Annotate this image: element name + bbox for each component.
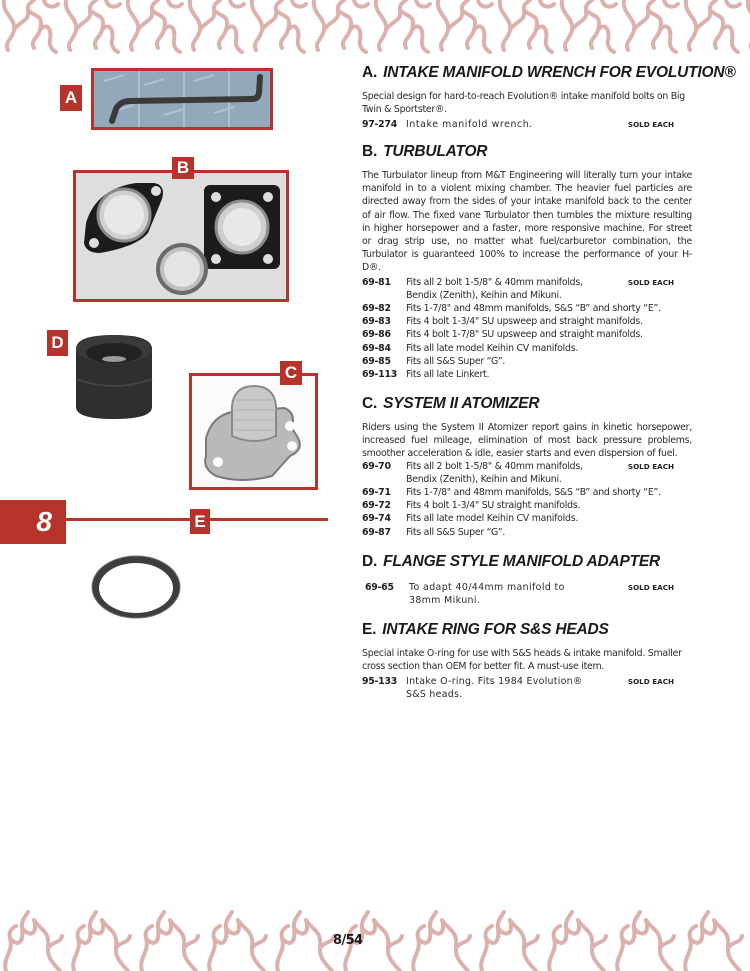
part-number: 69-83: [362, 316, 391, 328]
bottom-flame-border: [0, 908, 750, 971]
flame-pattern-icon: [0, 908, 750, 971]
part-number: 69-71: [362, 487, 391, 499]
part-description: Fits 4 bolt 1-3/4" SU upsweep and straight manifolds.: [406, 316, 643, 328]
section-intake-ring: [362, 621, 692, 701]
part-row: [362, 355, 692, 368]
part-row: [362, 499, 692, 512]
part-number: 97-274: [362, 119, 398, 131]
part-row: [362, 460, 692, 486]
part-description: Fits 1-7/8" and 48mm manifolds, S&S “B” and shorty “E”.: [406, 487, 661, 499]
part-description: Fits all late model Keihin CV manifolds.: [406, 513, 579, 525]
part-description: Intake O-ring. Fits 1984 Evolution® S&S heads.: [406, 676, 583, 701]
part-number: 69-113: [362, 368, 398, 380]
part-number: 69-87: [362, 526, 391, 538]
section-intake-wrench: [362, 64, 736, 131]
atomizer-icon: [192, 376, 315, 487]
label-badge-e: E: [190, 509, 210, 534]
photo-turbulators: [73, 170, 289, 302]
sold-each-label: SOLD EACH: [627, 278, 674, 288]
part-description: Fits 1-7/8" and 48mm manifolds, S&S “B” and shorty “E”.: [406, 303, 661, 315]
label-badge-b: B: [172, 157, 194, 179]
part-number: 69-86: [362, 329, 391, 341]
section-flange-adapter: [362, 553, 692, 607]
part-number: 95-133: [362, 676, 398, 687]
part-description: Intake manifold wrench.: [406, 119, 533, 131]
section-description: Special design for hard-to-reach Evolution® intake manifold bolts on Big Twin & Sportster®.: [362, 91, 685, 116]
label-badge-a: A: [60, 85, 82, 111]
part-description: Fits all late Linkert.: [406, 368, 490, 380]
photo-atomizer: [189, 373, 318, 490]
part-row: [362, 512, 692, 525]
flange-adapter-icon: [72, 333, 156, 421]
label-badge-c: C: [280, 361, 302, 385]
part-row: [365, 581, 692, 607]
part-description: Fits all 2 bolt 1-5/8" & 40mm manifolds, Bendix (Zenith), Keihin and Mikuni.: [406, 461, 583, 486]
part-description: Fits all S&S Super “G”.: [406, 355, 506, 367]
part-list: [362, 675, 692, 701]
part-description: Fits 4 bolt 1-7/8" SU upsweep and straight manifolds.: [406, 329, 643, 341]
section-title: D. FLANGE STYLE MANIFOLD ADAPTER: [362, 552, 661, 570]
part-number: 69-81: [362, 277, 391, 289]
top-flame-border: [0, 0, 750, 56]
o-ring-icon: [89, 553, 184, 621]
sold-each-label: SOLD EACH: [627, 582, 674, 592]
part-row: [362, 368, 692, 381]
section-turbulator: [362, 143, 692, 381]
part-list: [362, 276, 692, 381]
page-number: 8/54: [333, 933, 363, 948]
wrench-icon: [94, 71, 270, 127]
section-description: Special intake O-ring for use with S&S heads & intake manifold. Smaller cross section than OEM for better fit. A must-use item.: [362, 647, 682, 672]
sold-each-label: SOLD EACH: [627, 677, 674, 686]
photo-flange-adapter: [72, 333, 156, 421]
section-atomizer: [362, 395, 692, 539]
part-row: [362, 315, 692, 328]
section-description: The Turbulator lineup from M&T Engineering will literally turn your intake manifold in to a violent mixing chamber. The heavier fuel particles are directed away from the sides of your intake manifold back to the center of air flow. The fixed vane Turbulator then tumbles the mixture resulting in higher horsepower and a faster, more responsive machine. For street or drag strip use, no matter what fuel/carburetor combination, the Turbulator is guaranteed 100% to increase the performance of your H-D®.: [362, 170, 692, 273]
part-description: Fits all 2 bolt 1-5/8" & 40mm manifolds, Bendix (Zenith), Keihin and Mikuni.: [406, 277, 583, 302]
chapter-tab: 8: [0, 500, 66, 544]
sold-each-label: SOLD EACH: [627, 462, 674, 472]
part-row: [362, 302, 692, 315]
part-number: 69-82: [362, 303, 391, 315]
part-list: [362, 460, 692, 539]
part-description: Fits 4 bolt 1-3/4" SU straight manifolds.: [406, 500, 581, 512]
part-number: 69-70: [362, 461, 391, 473]
section-title: E. INTAKE RING FOR S&S HEADS: [362, 620, 609, 638]
part-list: [362, 118, 692, 131]
flame-pattern-icon: [0, 0, 750, 56]
part-description: Fits all S&S Super “G”.: [406, 526, 506, 538]
part-number: 69-84: [362, 342, 391, 354]
section-title: C. SYSTEM II ATOMIZER: [362, 394, 540, 412]
photo-intake-ring: [89, 553, 184, 621]
section-description: Riders using the System II Atomizer report gains in kinetic horsepower, increased fuel mileage, elimination of most back pressure problems, smoother acceleration & idle, easier starts and even dispersion of fuel.: [362, 421, 692, 459]
part-row: [362, 118, 692, 131]
part-list: [362, 581, 692, 607]
photo-intake-wrench: [91, 68, 273, 130]
part-description: To adapt 40/44mm manifold to 38mm Mikuni.: [409, 581, 565, 606]
product-content: [362, 64, 736, 701]
section-title: A. INTAKE MANIFOLD WRENCH FOR EVOLUTION®: [362, 64, 736, 81]
label-badge-d: D: [47, 330, 68, 356]
part-row: [362, 342, 692, 355]
part-row: [362, 276, 692, 302]
part-row: [362, 328, 692, 341]
part-row: [362, 526, 692, 539]
part-number: 69-74: [362, 513, 391, 525]
part-number: 69-65: [365, 581, 394, 593]
part-number: 69-85: [362, 355, 391, 367]
part-description: Fits all late model Keihin CV manifolds.: [406, 342, 579, 354]
turbulator-icon: [76, 173, 286, 299]
part-number: 69-72: [362, 500, 391, 512]
part-row: [362, 486, 692, 499]
sold-each-label: SOLD EACH: [627, 120, 674, 130]
part-row: [362, 675, 692, 701]
section-title: B. TURBULATOR: [362, 143, 488, 161]
